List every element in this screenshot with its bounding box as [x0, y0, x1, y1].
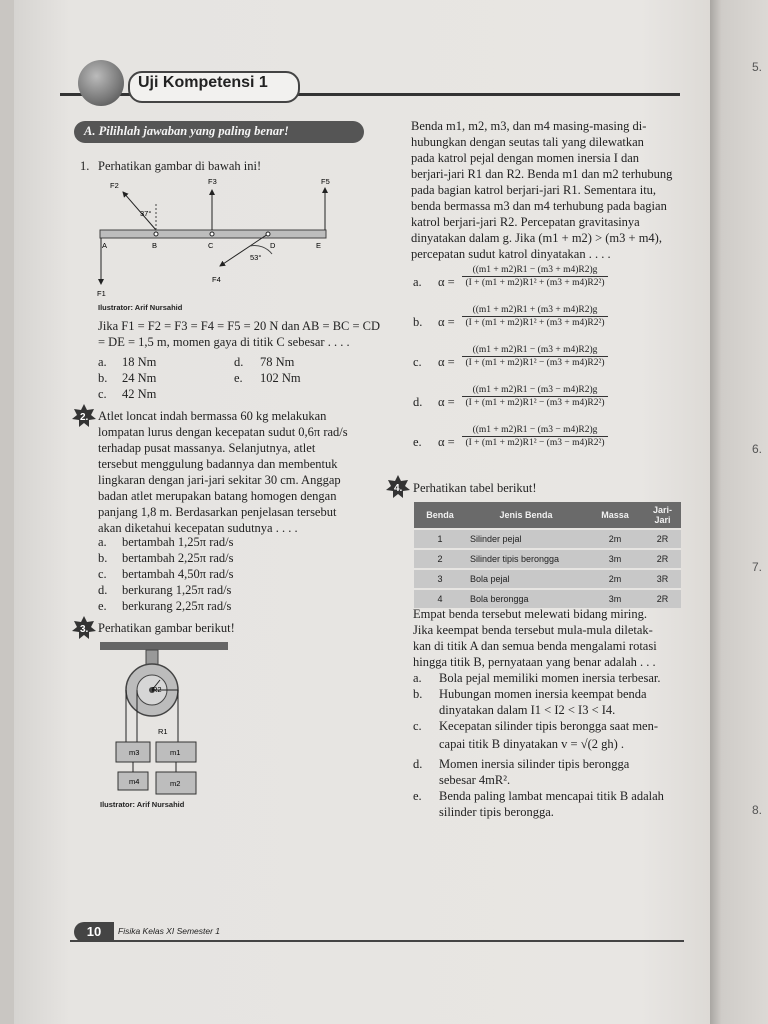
point-b-marker	[154, 232, 158, 236]
margin-number: 8.	[751, 803, 762, 817]
q3-text-line: dinyatakan dalam g. Jika (m1 + m2) > (m3 + m4),	[411, 231, 662, 245]
alpha-symbol: α =	[438, 275, 455, 289]
q1-prompt: Perhatikan gambar di bawah ini!	[98, 159, 262, 173]
q4-text-line: hingga titik B, pernyataan yang benar adalah . . .	[413, 655, 656, 669]
label-f4: F4	[212, 275, 221, 284]
table-cell: 3m	[586, 589, 644, 608]
formula-numerator: ((m1 + m2)R1 − (m3 − m4)R2)g	[472, 425, 598, 435]
label-f1: F1	[97, 289, 106, 298]
table-cell: Silinder tipis berongga	[466, 549, 586, 569]
q2-option-key: d.	[98, 583, 108, 597]
q3-option-e[interactable]	[462, 424, 608, 449]
q3-text-line: benda bermassa m3 dan m4 terhubung pada bagian	[411, 199, 667, 213]
label-f2: F2	[110, 181, 119, 190]
label-53deg: 53°	[250, 253, 262, 262]
point-d-marker	[266, 232, 270, 236]
q4-text-line: Jika keempat benda tersebut mula-mula diletak-	[413, 623, 653, 637]
q4-prompt: Perhatikan tabel berikut!	[413, 481, 537, 495]
label-b: B	[152, 241, 158, 250]
table-cell: Bola berongga	[466, 589, 586, 608]
q3-text-line: Benda m1, m2, m3, dan m4 masing-masing di-	[411, 119, 647, 133]
q4-text-line: kan di titik A dan semua benda mengalami rotasi	[413, 639, 657, 653]
q2-text-line: lingkaran dengan jari-jari sekitar 30 cm. Anggap	[98, 473, 341, 487]
margin-number: 6.	[751, 442, 762, 456]
label-f3: F3	[208, 177, 217, 186]
margin-number: 7.	[751, 560, 762, 574]
table-header: Jenis Benda	[466, 502, 586, 529]
q4-option-e[interactable]: Benda paling lambat mencapai titik B adalah	[439, 789, 664, 803]
q1-option-key: d.	[234, 355, 244, 369]
q2-option-key: e.	[98, 599, 107, 613]
q4-option-e-cont[interactable]: silinder tipis berongga.	[439, 805, 554, 819]
table-cell: 2m	[586, 529, 644, 549]
q2-option-e[interactable]: berkurang 2,25π rad/s	[122, 599, 232, 613]
label-37deg: 37°	[140, 209, 152, 218]
q2-option-key: b.	[98, 551, 108, 565]
q4-option-key: d.	[413, 757, 423, 771]
q4-option-d-cont[interactable]: sebesar 4mR².	[439, 773, 511, 787]
label-m2: m2	[170, 779, 181, 788]
q4-number: 4.	[394, 483, 403, 494]
q2-text-line: tersebut menggulung badannya dan membentuk	[98, 457, 338, 471]
q1-text-line: Jika F1 = F2 = F3 = F4 = F5 = 20 N dan AB = BC = CD	[98, 319, 381, 333]
label-m1: m1	[170, 748, 181, 757]
label-r2: R2	[152, 685, 162, 694]
q4-text-line: Empat benda tersebut melewati bidang miring.	[413, 607, 647, 621]
q3-option-key: b.	[413, 315, 423, 329]
page-number: 10	[74, 922, 114, 942]
q4-table	[414, 502, 681, 608]
formula-denominator: (I + (m1 + m2)R1² − (m3 + m4)R2²)	[462, 356, 608, 369]
formula-denominator: (I + (m1 + m2)R1² + (m3 + m4)R2²)	[462, 276, 608, 289]
formula-denominator: (I + (m1 + m2)R1² + (m3 + m4)R2²)	[462, 316, 608, 329]
q4-option-c-cont[interactable]: capai titik B dinyatakan v = √(2 gh) .	[439, 737, 625, 751]
margin-number: 5.	[751, 60, 762, 74]
formula-numerator: ((m1 + m2)R1 − (m3 + m4)R2)g	[472, 265, 598, 275]
q3-option-c[interactable]	[462, 344, 608, 369]
alpha-symbol: α =	[438, 355, 455, 369]
table-cell: 3m	[586, 549, 644, 569]
book-title: Fisika Kelas XI Semester 1	[118, 926, 221, 936]
formula-numerator: ((m1 + m2)R1 − (m3 + m4)R2)g	[472, 345, 598, 355]
q3-option-a[interactable]	[462, 264, 608, 289]
q3-number-badge	[72, 616, 96, 640]
q3-option-key: e.	[413, 435, 422, 449]
q4-option-b[interactable]: Hubungan momen inersia keempat benda	[439, 687, 647, 701]
table-cell: 2R	[644, 529, 681, 549]
q1-option-key: e.	[234, 371, 243, 385]
alpha-symbol: α =	[438, 435, 455, 449]
q3-option-key: c.	[413, 355, 422, 369]
q3-text-line: pada katrol pejal dengan momen inersia I dan	[411, 151, 640, 165]
q1-option-a[interactable]: 18 Nm	[122, 355, 157, 369]
q3-option-b[interactable]	[462, 304, 608, 329]
q2-option-a[interactable]: bertambah 1,25π rad/s	[122, 535, 234, 549]
q3-number: 3.	[80, 624, 89, 635]
q3-text-line: berjari-jari R1 dan R2. Benda m1 dan m2 terhubung	[411, 167, 673, 181]
label-c: C	[208, 241, 214, 250]
alpha-symbol: α =	[438, 315, 455, 329]
q3-option-d[interactable]	[462, 384, 608, 409]
formula-numerator: ((m1 + m2)R1 + (m3 + m4)R2)g	[472, 305, 598, 315]
q1-option-d[interactable]: 78 Nm	[260, 355, 295, 369]
q3-prompt: Perhatikan gambar berikut!	[98, 621, 235, 635]
q2-option-key: a.	[98, 535, 107, 549]
q1-beam-diagram	[90, 172, 350, 300]
q4-option-c[interactable]: Kecepatan silinder tipis berongga saat men-	[439, 719, 659, 733]
point-c-marker	[210, 232, 214, 236]
q1-illustrator-credit: Ilustrator: Arif Nursahid	[98, 303, 183, 312]
formula-numerator: ((m1 + m2)R1 − (m3 − m4)R2)g	[472, 385, 598, 395]
table-cell: 2R	[644, 589, 681, 608]
label-e: E	[316, 241, 322, 250]
q1-option-key: c.	[98, 387, 107, 401]
q3-option-key: a.	[413, 275, 422, 289]
table-cell: 2	[414, 549, 466, 569]
table-header: Benda	[414, 502, 466, 529]
label-f5: F5	[321, 177, 330, 186]
label-a: A	[102, 241, 108, 250]
label-m3: m3	[129, 748, 140, 757]
section-title: A. Pilihlah jawaban yang paling benar!	[84, 124, 289, 138]
alpha-symbol: α =	[438, 395, 455, 409]
q2-text-line: badan atlet merupakan batang homogen dengan	[98, 489, 337, 503]
table-header: Massa	[586, 502, 644, 529]
q4-number-badge	[386, 475, 410, 499]
table-row	[414, 529, 681, 549]
table-cell: 2m	[586, 569, 644, 589]
formula-denominator: (I + (m1 + m2)R1² − (m3 − m4)R2²)	[462, 436, 608, 449]
table-cell: 3R	[644, 569, 681, 589]
table-cell: 3	[414, 569, 466, 589]
q1-number: 1.	[80, 159, 90, 173]
q3-text-line: pada bagian katrol berjari-jari R1. Sementara itu,	[411, 183, 657, 197]
table-cell: 1	[414, 529, 466, 549]
q2-text-line: terhadap pusat massanya. Selanjutnya, atlet	[98, 441, 316, 455]
q3-illustrator-credit: Ilustrator: Arif Nursahid	[100, 800, 185, 809]
q1-option-key: b.	[98, 371, 108, 385]
q2-number: 2.	[80, 412, 89, 423]
ceiling	[100, 642, 228, 650]
q1-text-line: = DE = 1,5 m, momen gaya di titik C sebesar . . . .	[98, 335, 350, 349]
q1-option-b[interactable]: 24 Nm	[122, 371, 157, 385]
q4-option-a[interactable]: Bola pejal memiliki momen inersia terbesar.	[439, 671, 661, 685]
table-header-row	[414, 502, 681, 529]
q3-option-key: d.	[413, 395, 423, 409]
q2-option-d[interactable]: berkurang 1,25π rad/s	[122, 583, 232, 597]
q4-option-b-cont[interactable]: dinyatakan dalam I1 < I2 < I3 < I4.	[439, 703, 616, 717]
q3-text-line: hubungkan dengan seutas tali yang dilewatkan	[411, 135, 644, 149]
table-cell: Silinder pejal	[466, 529, 586, 549]
footer-rule	[70, 940, 684, 942]
table-row	[414, 569, 681, 589]
q4-option-key: b.	[413, 687, 423, 701]
q4-option-key: c.	[413, 719, 422, 733]
next-page-edge	[710, 0, 768, 1024]
q2-text-line: panjang 1,8 m. Berdasarkan penjelasan tersebut	[98, 505, 337, 519]
q2-text-line: Atlet loncat indah bermassa 60 kg melakukan	[98, 409, 327, 423]
table-row	[414, 549, 681, 569]
formula-denominator: (I + (m1 + m2)R1² − (m3 + m4)R2²)	[462, 396, 608, 409]
q4-option-d[interactable]: Momen inersia silinder tipis berongga	[439, 757, 630, 771]
globe-icon	[78, 60, 124, 106]
table-header: Jari-Jari	[644, 502, 681, 529]
label-d: D	[270, 241, 276, 250]
table-cell: 2R	[644, 549, 681, 569]
page-title: Uji Kompetensi 1	[138, 74, 268, 91]
table-cell: 4	[414, 589, 466, 608]
q2-option-b[interactable]: bertambah 2,25π rad/s	[122, 551, 234, 565]
q1-option-e[interactable]: 102 Nm	[260, 371, 301, 385]
label-r1: R1	[158, 727, 168, 736]
q2-number-badge	[72, 404, 96, 428]
q1-option-c[interactable]: 42 Nm	[122, 387, 157, 401]
label-m4: m4	[129, 777, 140, 786]
q4-option-key: e.	[413, 789, 422, 803]
q3-text-line: percepatan sudut katrol dinyatakan . . . .	[411, 247, 611, 261]
q2-text-line: lompatan lurus dengan kecepatan sudut 0,6π rad/s	[98, 425, 348, 439]
q2-text-line: akan diketahui kecepatan sudutnya . . . .	[98, 521, 298, 535]
q2-option-key: c.	[98, 567, 107, 581]
q1-option-key: a.	[98, 355, 107, 369]
q3-text-line: katrol berjari-jari R2. Percepatan gravitasinya	[411, 215, 640, 229]
table-cell: Bola pejal	[466, 569, 586, 589]
q4-option-key: a.	[413, 671, 422, 685]
q3-pulley-diagram	[100, 642, 230, 798]
q2-option-c[interactable]: bertambah 4,50π rad/s	[122, 567, 234, 581]
